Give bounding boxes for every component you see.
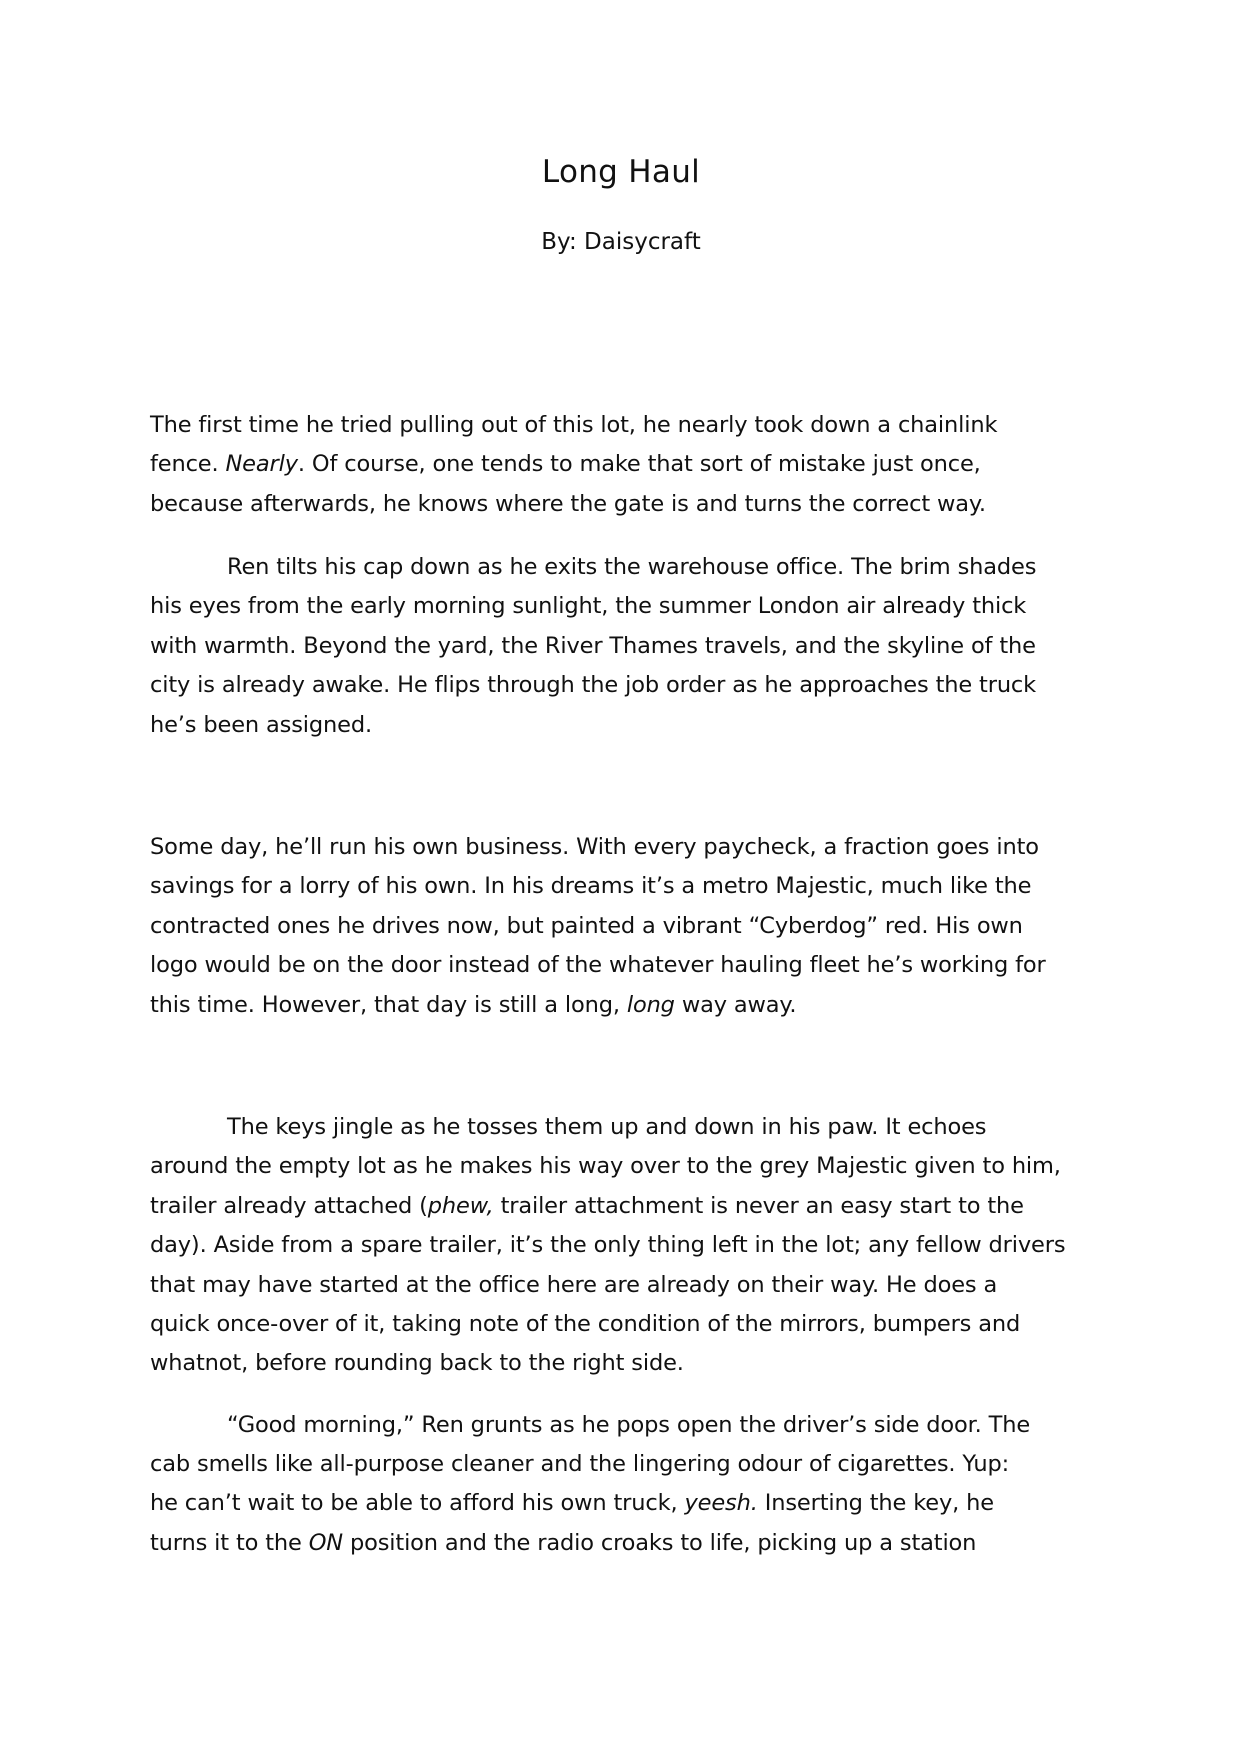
italic-text: yeesh. xyxy=(684,1490,758,1517)
paragraph-line xyxy=(150,907,1110,946)
paragraph-line xyxy=(150,666,1110,705)
text-run: logo would be on the door instead of the whatever hauling fleet he’s working for xyxy=(150,952,1046,979)
text-run: The first time he tried pulling out of this lot, he nearly took down a chainlink xyxy=(150,412,998,438)
paragraph-line xyxy=(150,867,1110,906)
text-run: Some day, he’ll run his own business. With every paycheck, a fraction goes into xyxy=(150,834,1039,860)
paragraph-line xyxy=(150,548,1110,587)
paragraph-line xyxy=(150,1484,1110,1523)
text-run: trailer attachment is never an easy start to the xyxy=(493,1192,1024,1219)
text-run: trailer already attached ( xyxy=(150,1192,428,1219)
text-run: this time. However, that day is still a long, xyxy=(150,991,627,1018)
document-byline: By: Daisycraft xyxy=(541,229,701,255)
text-run: he’s been assigned. xyxy=(150,711,372,738)
paragraph-line xyxy=(150,406,1110,445)
text-run: cab smells like all-purpose cleaner and the lingering odour of cigarettes. Yup: xyxy=(150,1451,1010,1477)
text-run: city is already awake. He flips through the job order as he approaches the truck xyxy=(150,672,1037,699)
paragraph xyxy=(150,548,1110,745)
paragraph-line xyxy=(150,1445,1110,1484)
text-run: fence. xyxy=(150,451,226,478)
text-run: turns it to the xyxy=(150,1529,309,1556)
paragraph-line xyxy=(150,1524,1110,1563)
text-run: whatnot, before rounding back to the right side. xyxy=(150,1350,684,1377)
paragraph xyxy=(150,828,1110,1025)
italic-text: Nearly xyxy=(225,451,298,478)
paragraph-line xyxy=(150,946,1110,985)
paragraph-line xyxy=(150,445,1110,484)
paragraph-line xyxy=(150,1147,1110,1186)
italic-text: phew, xyxy=(427,1192,494,1219)
text-run: Inserting the key, he xyxy=(757,1490,994,1517)
text-run: day). Aside from a spare trailer, it’s the only thing left in the lot; any fellow drivers xyxy=(150,1232,1066,1259)
paragraph xyxy=(150,1445,1110,1563)
document-title: Long Haul xyxy=(541,154,701,190)
paragraph-line xyxy=(150,485,1110,524)
paragraph-line xyxy=(150,1266,1110,1305)
paragraph-line xyxy=(150,627,1110,666)
text-run: The keys jingle as he tosses them up and down in his paw. It echoes xyxy=(227,1114,987,1140)
paragraph xyxy=(150,1108,1110,1384)
paragraph-line xyxy=(150,1406,1110,1445)
paragraph-line xyxy=(150,1305,1110,1344)
text-run: Ren tilts his cap down as he exits the warehouse office. The brim shades xyxy=(227,554,1037,580)
text-run: . Of course, one tends to make that sort of mistake just once, xyxy=(297,451,981,478)
italic-text: long xyxy=(626,991,675,1018)
text-run: around the empty lot as he makes his way over to the grey Majestic given to him, xyxy=(150,1153,1061,1180)
text-run: contracted ones he drives now, but painted a vibrant “Cyberdog” red. His own xyxy=(150,912,1023,939)
text-run: because afterwards, he knows where the gate is and turns the correct way. xyxy=(150,490,986,517)
paragraph-line xyxy=(150,1108,1110,1147)
text-run: that may have started at the office here are already on their way. He does a xyxy=(150,1271,998,1298)
text-run: way away. xyxy=(674,991,797,1018)
paragraph-line xyxy=(150,828,1110,867)
paragraph-line xyxy=(150,1187,1110,1226)
text-run: position and the radio croaks to life, picking up a station xyxy=(342,1529,977,1556)
text-run: with warmth. Beyond the yard, the River Thames travels, and the skyline of the xyxy=(150,632,1036,659)
paragraph-line xyxy=(150,986,1110,1025)
paragraph-line xyxy=(150,1344,1110,1383)
paragraph-line xyxy=(150,706,1110,745)
text-run: savings for a lorry of his own. In his dreams it’s a metro Majestic, much like the xyxy=(150,873,1032,900)
paragraph xyxy=(150,1406,1110,1445)
paragraph-line xyxy=(150,587,1110,626)
text-run: his eyes from the early morning sunlight, the summer London air already thick xyxy=(150,593,1027,620)
italic-text: ON xyxy=(308,1529,343,1556)
paragraph-line xyxy=(150,1226,1110,1265)
paragraph xyxy=(150,406,1110,524)
text-run: he can’t wait to be able to afford his own truck, xyxy=(150,1490,685,1517)
text-run: “Good morning,” Ren grunts as he pops open the driver’s side door. The xyxy=(227,1412,1031,1438)
text-run: quick once-over of it, taking note of the condition of the mirrors, bumpers and xyxy=(150,1311,1021,1338)
